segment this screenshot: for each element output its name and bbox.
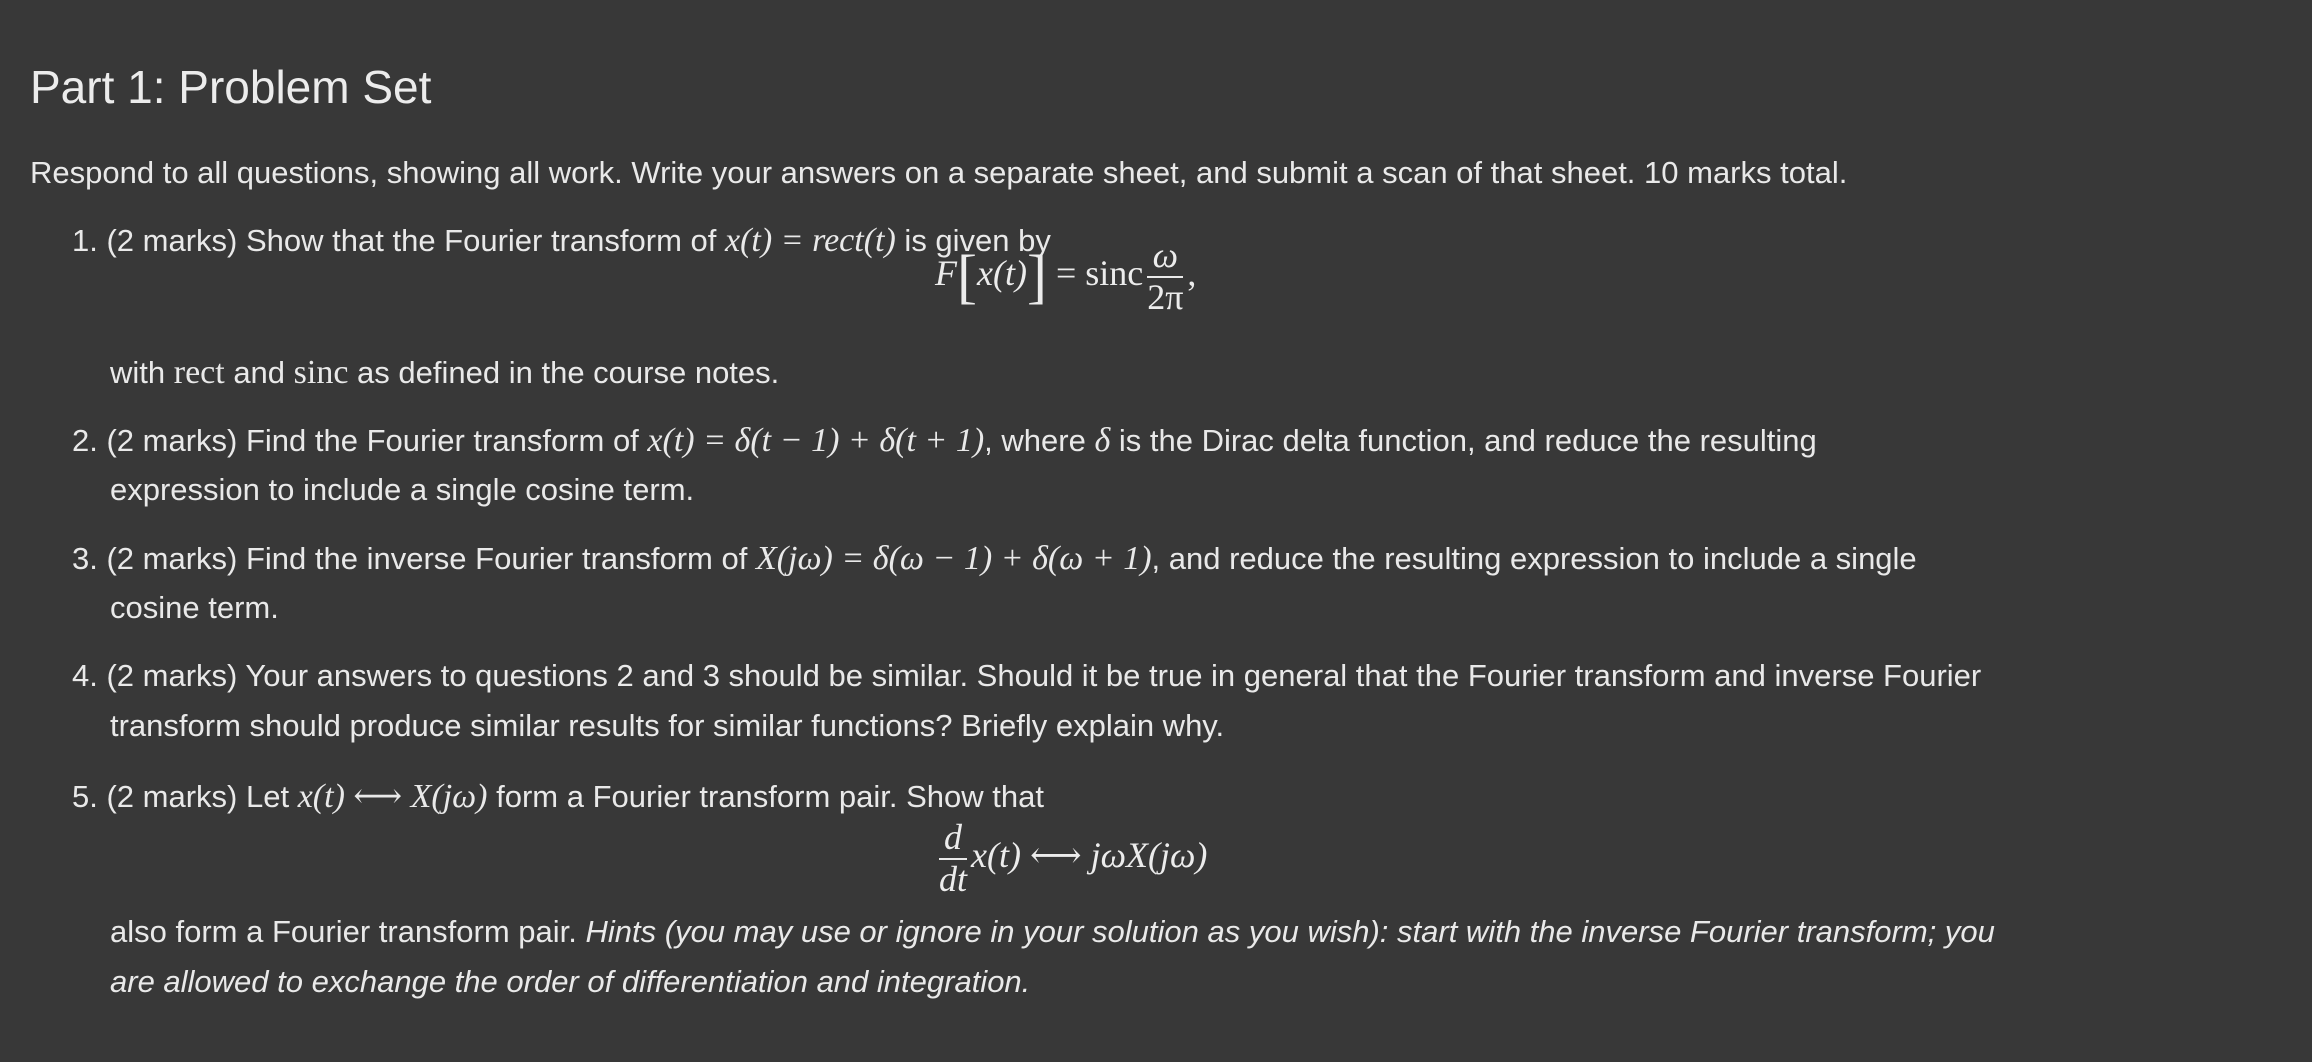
question-number: 3.: [72, 541, 98, 576]
question-number: 1.: [72, 223, 98, 258]
page-title: Part 1: Problem Set: [30, 61, 432, 113]
question-4: 4. (2 marks) Your answers to questions 2 and 3 should be similar. Should it be true in general that the Fourier transform and inverse Fourier: [72, 658, 1982, 693]
hint-text: Hints (you may use or ignore in your solution as you wish): start with the inverse Fourier transform; you: [585, 914, 1995, 949]
math-symbol: δ: [1094, 422, 1111, 459]
math-expression: x(t) ⟷ jωX(jω): [971, 834, 1208, 875]
math-expression: rect: [173, 354, 225, 391]
math-expression: x(t) ⟷ X(jω): [297, 778, 488, 815]
math-expression: x(t) = rect(t): [724, 222, 896, 259]
question-text: (2 marks) Show that the Fourier transform of: [106, 223, 725, 258]
question-1: [72, 222, 1051, 260]
question-4-continuation: transform should produce similar results for similar functions? Briefly explain why.: [110, 708, 1225, 743]
math-expression: sinc: [293, 354, 349, 391]
question-5: 5. (2 marks) Let x(t) ⟷ X(jω) form a Fourier transform pair. Show that: [72, 778, 1044, 815]
math-bracket: [: [957, 243, 977, 310]
hint-text-continuation: are allowed to exchange the order of differentiation and integration.: [110, 964, 1031, 999]
intro-text: Respond to all questions, showing all work. Write your answers on a separate sheet, and submit a scan of that sheet. 10 marks total.: [30, 155, 1848, 190]
math-fraction: $\frac{\omega}{2\pi}$: [1147, 235, 1184, 317]
question-text: is given by: [895, 223, 1051, 258]
question-2: 2. (2 marks) Find the Fourier transform of x(t) = δ(t − 1) + δ(t + 1), where δ is the Dirac delta function, and reduce the resulting: [72, 422, 1817, 459]
display-equation-5: [935, 818, 1207, 899]
math-bracket: ]: [1026, 243, 1047, 310]
math-expression: = sinc: [1055, 252, 1144, 293]
math-expression: x(t): [976, 252, 1027, 293]
math-expression: X(jω) = δ(ω − 1) + δ(ω + 1): [755, 540, 1152, 577]
question-3: 3. (2 marks) Find the inverse Fourier transform of X(jω) = δ(ω − 1) + δ(ω + 1), and reduce the resulting expression to include a single: [72, 540, 1917, 577]
math-symbol: F: [935, 252, 957, 293]
question-number: 5.: [72, 779, 98, 814]
question-5-continuation: also form a Fourier transform pair. Hints (you may use or ignore in your solution as you wish): start with the inverse Fourier transform; you: [110, 914, 1995, 949]
question-1-continuation: with rect and sinc as defined in the course notes.: [110, 354, 780, 391]
math-expression: x(t) = δ(t − 1) + δ(t + 1): [647, 422, 985, 459]
display-equation-1: F[x(t)] = sinc $\frac{\omega}{2\pi}$ ,: [935, 235, 1197, 317]
question-3-continuation: cosine term.: [110, 590, 279, 625]
math-fraction: $\frac{d}{dt}$: [939, 817, 968, 899]
question-2-continuation: expression to include a single cosine term.: [110, 472, 695, 507]
question-number: 2.: [72, 423, 98, 458]
question-number: 4.: [72, 658, 98, 693]
